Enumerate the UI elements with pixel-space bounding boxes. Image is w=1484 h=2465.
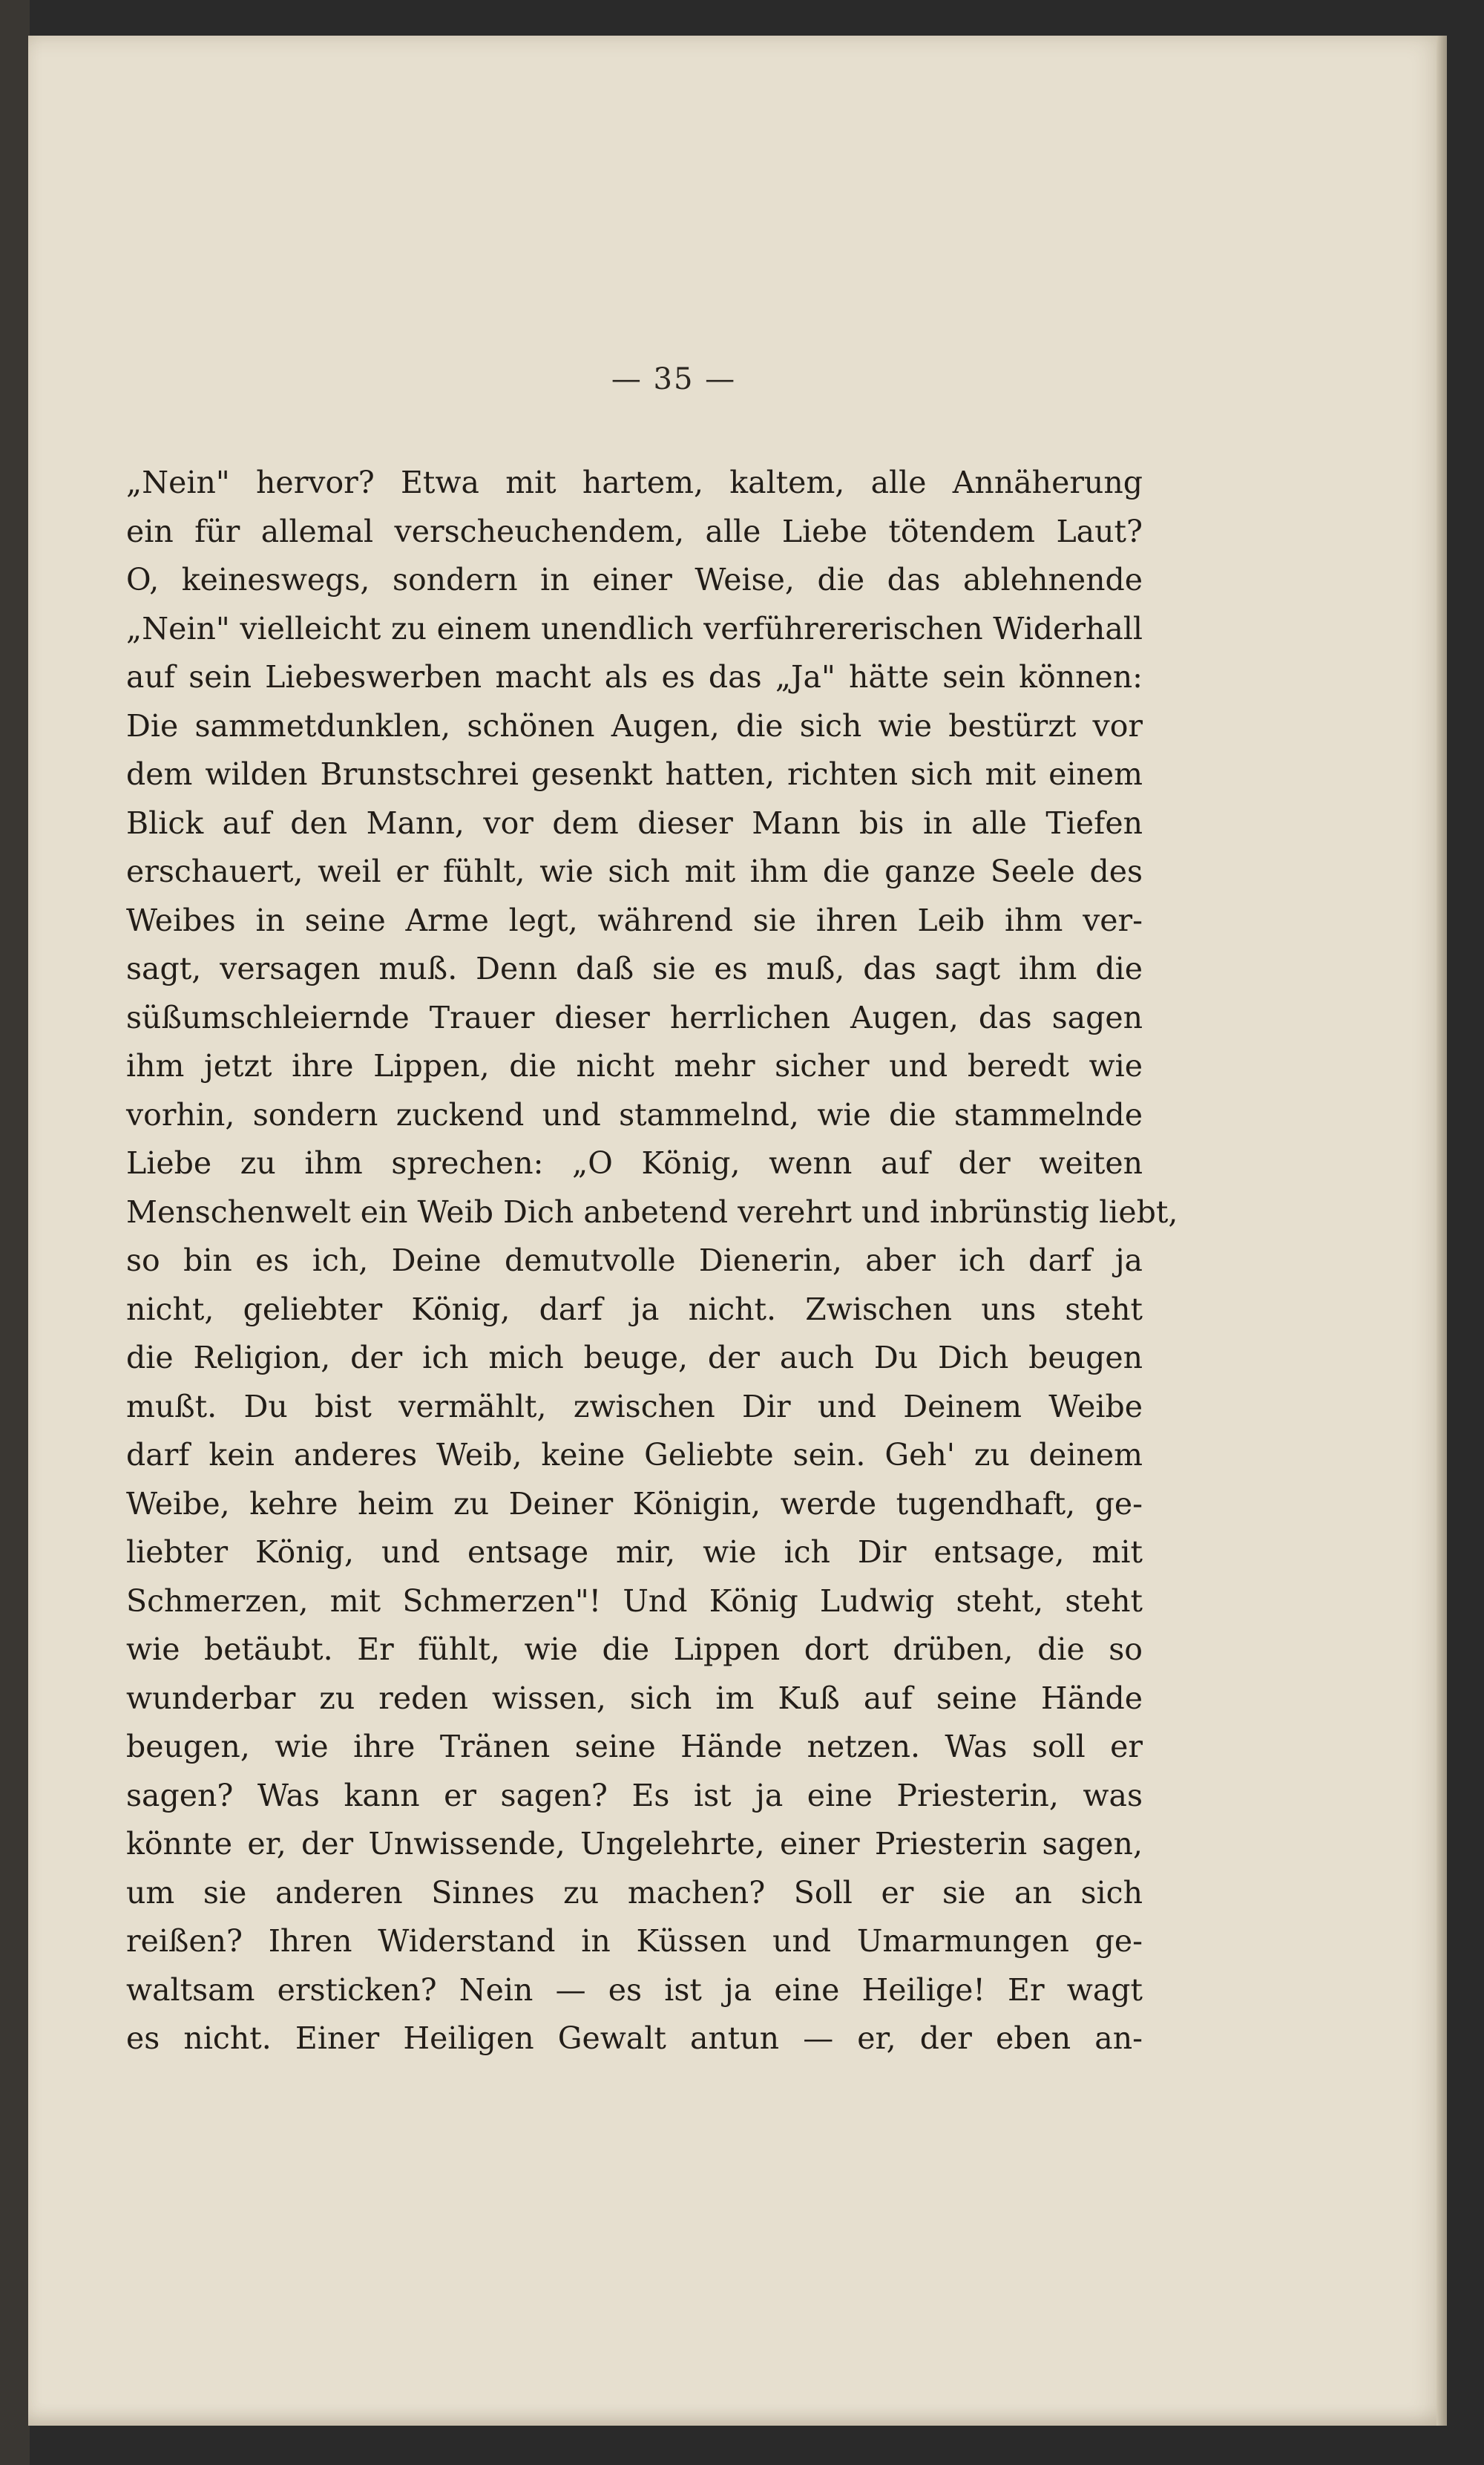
text-line: liebter König, und entsage mir, wie ich Dir entsage, mit bbox=[126, 1534, 1143, 1570]
text-line: Liebe zu ihm sprechen: „O König, wenn auf der weiten bbox=[126, 1145, 1143, 1181]
text-line: „Nein" hervor? Etwa mit hartem, kaltem, alle Annäherung bbox=[126, 465, 1143, 500]
page-number: — 35 — bbox=[611, 362, 737, 396]
text-line: nicht, geliebter König, darf ja nicht. Zwischen uns steht bbox=[126, 1291, 1143, 1327]
text-line: süßumschleiernde Trauer dieser herrlichen Augen, das sagen bbox=[126, 999, 1143, 1035]
text-line: vorhin, sondern zuckend und stammelnd, wie die stammelnde bbox=[126, 1096, 1143, 1133]
text-line: Weibe, kehre heim zu Deiner Königin, werde tugendhaft, ge- bbox=[126, 1485, 1143, 1522]
text-line: Menschenwelt ein Weib Dich anbetend verehrt und inbrünstig liebt, bbox=[126, 1194, 1178, 1230]
text-line: erschauert, weil er fühlt, wie sich mit ihm die ganze Seele des bbox=[126, 854, 1143, 889]
text-line: um sie anderen Sinnes zu machen? Soll er sie an sich bbox=[126, 1874, 1143, 1911]
text-line: auf sein Liebeswerben macht als es das „Ja" hätte sein können: bbox=[126, 659, 1143, 695]
text-line: sagt, versagen muß. Denn daß sie es muß, das sagt ihm die bbox=[126, 951, 1143, 986]
text-line: Die sammetdunklen, schönen Augen, die sich wie bestürzt vor bbox=[126, 707, 1143, 744]
text-line: reißen? Ihren Widerstand in Küssen und Umarmungen ge- bbox=[126, 1923, 1143, 1959]
text-line: sagen? Was kann er sagen? Es ist ja eine Priesterin, was bbox=[126, 1777, 1143, 1813]
text-line: Schmerzen, mit Schmerzen"! Und König Ludwig steht, steht bbox=[126, 1582, 1143, 1619]
text-line: ein für allemal verscheuchendem, alle Liebe tötendem Laut? bbox=[126, 513, 1143, 549]
book-page bbox=[28, 36, 1447, 2426]
text-line: darf kein anderes Weib, keine Geliebte sein. Geh' zu deinem bbox=[126, 1437, 1143, 1473]
text-line: es nicht. Einer Heiligen Gewalt antun — er, der eben an- bbox=[126, 2020, 1143, 2056]
text-line: waltsam ersticken? Nein — es ist ja eine Heilige! Er wagt bbox=[126, 1971, 1143, 2008]
text-line: Weibes in seine Arme legt, während sie ihren Leib ihm ver- bbox=[126, 902, 1143, 938]
scan-left-edge bbox=[0, 0, 30, 2465]
text-line: „Nein" vielleicht zu einem unendlich verführererischen Widerhall bbox=[126, 610, 1143, 646]
page-edge bbox=[1437, 36, 1447, 2426]
text-line: die Religion, der ich mich beuge, der auch Du Dich beugen bbox=[126, 1340, 1143, 1375]
text-line: ihm jetzt ihre Lippen, die nicht mehr sicher und beredt wie bbox=[126, 1048, 1143, 1084]
text-line: so bin es ich, Deine demutvolle Dienerin, aber ich darf ja bbox=[126, 1243, 1143, 1278]
body-text bbox=[126, 459, 1178, 2063]
text-line: dem wilden Brunstschrei gesenkt hatten, richten sich mit einem bbox=[126, 756, 1143, 792]
text-line: beugen, wie ihre Tränen seine Hände netzen. Was soll er bbox=[126, 1729, 1143, 1764]
text-line: O, keineswegs, sondern in einer Weise, die das ablehnende bbox=[126, 562, 1143, 598]
text-line: Blick auf den Mann, vor dem dieser Mann bis in alle Tiefen bbox=[126, 805, 1143, 841]
text-line: mußt. Du bist vermählt, zwischen Dir und Deinem Weibe bbox=[126, 1388, 1143, 1424]
text-line: könnte er, der Unwissende, Ungelehrte, einer Priesterin sagen, bbox=[126, 1826, 1143, 1862]
text-line: wie betäubt. Er fühlt, wie die Lippen dort drüben, die so bbox=[126, 1631, 1143, 1667]
text-line: wunderbar zu reden wissen, sich im Kuß auf seine Hände bbox=[126, 1680, 1143, 1716]
